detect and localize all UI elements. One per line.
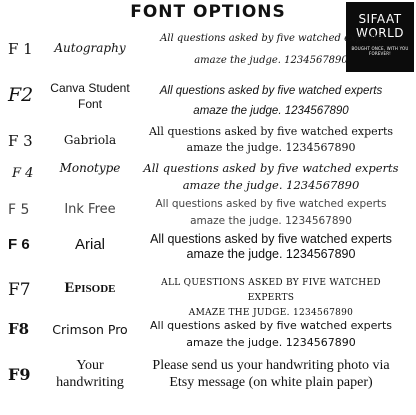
font-sample-line-1: All questions asked by five watched experts [150,319,392,332]
font-sample [141,28,401,72]
font-name [40,357,140,391]
font-sample-line-2: amaze the judge. 1234567890 [190,215,352,227]
font-sample-line-2: amaze the judge. 1234567890 [186,141,356,154]
font-sample [141,160,401,194]
logo-tagline: BOUGHT ONCE, WITH YOU FOREVER! [351,46,409,56]
option-number: F2 [8,84,34,106]
font-sample-line-2: AMAZE THE JUDGE. 1234567890 [188,308,354,318]
option-number: F 4 [12,166,34,181]
font-sample-line-1: All questions asked by five watched experts [159,85,383,97]
font-sample [141,196,401,230]
font-sample-line-1: All questions asked by five watched experts [148,125,394,138]
font-sample [141,124,401,156]
font-sample-line-2: Etsy message (on white plain paper) [169,375,373,390]
font-sample [141,81,401,121]
page-title: FONT OPTIONS [130,2,286,22]
font-sample-line-2: amaze the judge. 1234567890 [186,247,356,261]
font-name: Monotype [59,161,121,175]
option-number: F 5 [8,202,30,218]
logo-line-2: WORLD [355,26,405,40]
font-sample-line-2: amaze the judge. 1234567890 [193,105,349,117]
font-sample-line-1: All questions asked by five watched experts [155,198,387,210]
font-sample-line-1: All questions asked by five watched experts [160,33,382,44]
font-sample-line-2: amaze the judge. 1234567890 [186,336,356,349]
font-name-line-1: Canva Student [50,81,130,95]
font-name: Autography [54,41,126,55]
font-sample-line-1: ALL QUESTIONS ASKED BY FIVE WATCHED EXPERTS [161,278,381,303]
option-number: F 1 [8,40,33,58]
font-name: Arial [74,236,105,253]
font-sample-line-1: Please send us your handwriting photo via [152,358,390,373]
font-sample [141,232,401,262]
font-sample-line-2: amaze the judge. 1234567890 [182,178,360,192]
font-sample [141,317,401,351]
font-sample-line-2: amaze the judge. 1234567890 [194,55,348,66]
font-name: Episode [64,280,116,296]
logo-line-1: SIFAAT [358,12,402,26]
option-number: F9 [8,365,31,384]
font-name: Ink Free [64,202,116,217]
font-name-line-2: handwriting [56,375,124,390]
font-name-line-1: Your [76,358,104,373]
font-name: Gabriola [63,133,117,147]
font-sample-line-1: All questions asked by five watched experts [150,232,392,246]
font-name [40,80,140,112]
font-name: Crimson Pro [52,322,128,337]
font-sample [141,276,401,321]
font-name-line-2: Font [77,97,102,111]
font-sample [141,357,401,391]
font-sample-line-1: All questions asked by five watched experts [143,161,399,175]
option-number: F 6 [8,236,30,253]
option-number: F8 [8,320,30,338]
option-number: F7 [8,280,31,300]
option-number: F 3 [8,132,33,150]
